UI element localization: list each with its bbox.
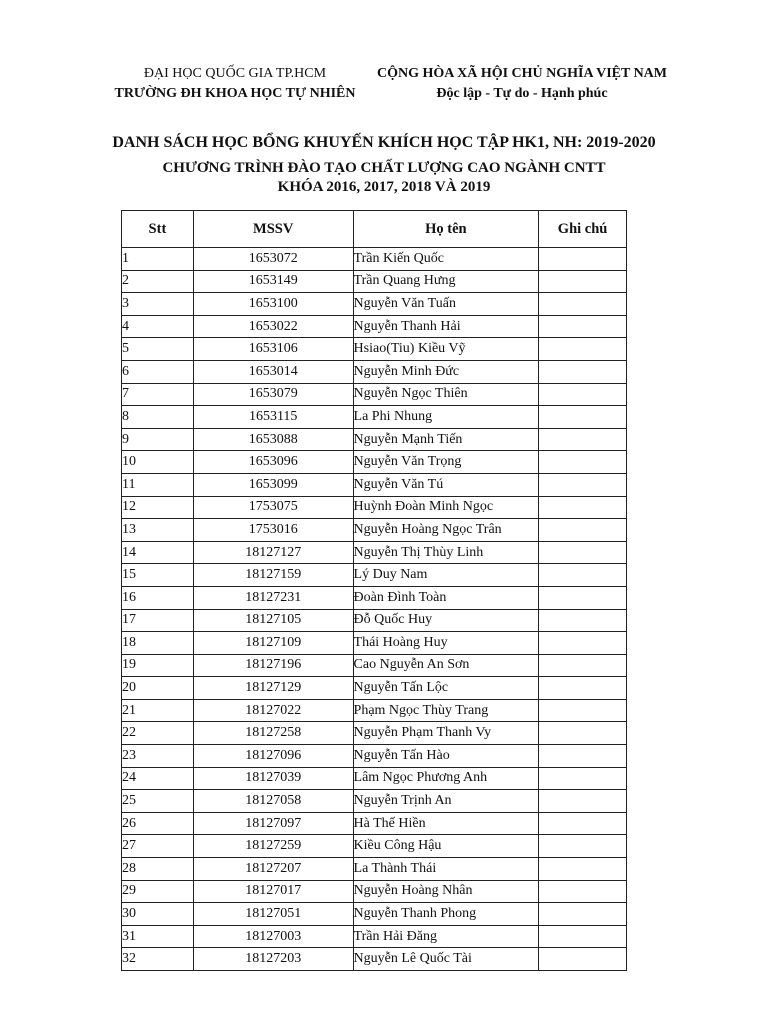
cell-name: Hsiao(Tiu) Kiều Vỹ xyxy=(353,338,539,361)
cell-name: Nguyễn Tấn Lộc xyxy=(353,677,539,700)
cell-note xyxy=(539,541,627,564)
cell-mssv: 1653099 xyxy=(193,473,353,496)
table-row xyxy=(122,745,627,768)
cell-name: Nguyễn Văn Tú xyxy=(353,473,539,496)
table-row xyxy=(122,609,627,632)
cell-note xyxy=(539,293,627,316)
university-name: ĐẠI HỌC QUỐC GIA TP.HCM xyxy=(143,66,327,81)
cell-stt: 1 xyxy=(122,248,194,271)
cell-name: Huỳnh Đoàn Minh Ngọc xyxy=(353,496,539,519)
cell-mssv: 1653072 xyxy=(193,248,353,271)
document-title: DANH SÁCH HỌC BỔNG KHUYẾN KHÍCH HỌC TẬP HK1, NH: 2019-2020 xyxy=(112,134,656,151)
table-row xyxy=(122,767,627,790)
cell-mssv: 18127058 xyxy=(193,790,353,813)
col-header-mssv: MSSV xyxy=(193,211,353,248)
cell-mssv: 18127159 xyxy=(193,564,353,587)
col-header-stt: Stt xyxy=(122,211,194,248)
cell-stt: 11 xyxy=(122,473,194,496)
table-row xyxy=(122,293,627,316)
cell-note xyxy=(539,812,627,835)
cell-stt: 14 xyxy=(122,541,194,564)
table-row xyxy=(122,790,627,813)
table-body xyxy=(122,248,627,971)
cell-stt: 24 xyxy=(122,767,194,790)
cell-mssv: 18127231 xyxy=(193,586,353,609)
cell-mssv: 1653079 xyxy=(193,383,353,406)
cell-mssv: 18127127 xyxy=(193,541,353,564)
cohort-subtitle: KHÓA 2016, 2017, 2018 VÀ 2019 xyxy=(277,179,491,195)
cell-name: Nguyễn Thị Thùy Linh xyxy=(353,541,539,564)
cell-stt: 15 xyxy=(122,564,194,587)
cell-mssv: 18127051 xyxy=(193,903,353,926)
cell-note xyxy=(539,858,627,881)
table-header-row xyxy=(122,211,627,248)
school-name: TRƯỜNG ĐH KHOA HỌC TỰ NHIÊN xyxy=(114,86,356,101)
cell-note xyxy=(539,609,627,632)
cell-stt: 22 xyxy=(122,722,194,745)
cell-stt: 31 xyxy=(122,925,194,948)
cell-stt: 8 xyxy=(122,406,194,429)
cell-note xyxy=(539,745,627,768)
cell-mssv: 1753075 xyxy=(193,496,353,519)
cell-stt: 16 xyxy=(122,586,194,609)
cell-stt: 30 xyxy=(122,903,194,926)
cell-stt: 3 xyxy=(122,293,194,316)
cell-name: Nguyễn Mạnh Tiến xyxy=(353,428,539,451)
cell-name: Nguyễn Tấn Hào xyxy=(353,745,539,768)
cell-note xyxy=(539,473,627,496)
cell-note xyxy=(539,360,627,383)
cell-name: La Phi Nhung xyxy=(353,406,539,429)
col-header-name: Họ tên xyxy=(353,211,539,248)
table-row xyxy=(122,677,627,700)
cell-name: Lâm Ngọc Phương Anh xyxy=(353,767,539,790)
cell-stt: 17 xyxy=(122,609,194,632)
cell-name: Nguyễn Ngọc Thiên xyxy=(353,383,539,406)
cell-stt: 26 xyxy=(122,812,194,835)
cell-stt: 32 xyxy=(122,948,194,971)
table-row xyxy=(122,632,627,655)
cell-stt: 25 xyxy=(122,790,194,813)
cell-name: Lý Duy Nam xyxy=(353,564,539,587)
cell-name: Nguyễn Văn Trọng xyxy=(353,451,539,474)
national-motto: Độc lập - Tự do - Hạnh phúc xyxy=(436,86,608,101)
cell-name: Nguyễn Văn Tuấn xyxy=(353,293,539,316)
cell-stt: 20 xyxy=(122,677,194,700)
cell-mssv: 1653100 xyxy=(193,293,353,316)
table-row xyxy=(122,835,627,858)
cell-note xyxy=(539,903,627,926)
cell-name: Thái Hoàng Huy xyxy=(353,632,539,655)
cell-note xyxy=(539,925,627,948)
cell-mssv: 18127258 xyxy=(193,722,353,745)
cell-stt: 21 xyxy=(122,699,194,722)
table-row xyxy=(122,315,627,338)
table-row xyxy=(122,428,627,451)
cell-name: Nguyễn Lê Quốc Tài xyxy=(353,948,539,971)
cell-mssv: 1653088 xyxy=(193,428,353,451)
cell-mssv: 18127039 xyxy=(193,767,353,790)
cell-mssv: 1653149 xyxy=(193,270,353,293)
table-row xyxy=(122,360,627,383)
table-row xyxy=(122,880,627,903)
program-subtitle: CHƯƠNG TRÌNH ĐÀO TẠO CHẤT LƯỢNG CAO NGÀNH CNTT xyxy=(162,160,606,176)
cell-note xyxy=(539,248,627,271)
scholarship-table xyxy=(121,210,627,971)
cell-mssv: 18127017 xyxy=(193,880,353,903)
cell-name: La Thành Thái xyxy=(353,858,539,881)
cell-mssv: 1653096 xyxy=(193,451,353,474)
cell-note xyxy=(539,835,627,858)
cell-name: Nguyễn Thanh Phong xyxy=(353,903,539,926)
cell-mssv: 18127207 xyxy=(193,858,353,881)
cell-note xyxy=(539,406,627,429)
cell-stt: 23 xyxy=(122,745,194,768)
cell-note xyxy=(539,519,627,542)
table-row xyxy=(122,383,627,406)
cell-mssv: 1753016 xyxy=(193,519,353,542)
table-row xyxy=(122,496,627,519)
cell-note xyxy=(539,654,627,677)
cell-note xyxy=(539,586,627,609)
cell-stt: 12 xyxy=(122,496,194,519)
cell-note xyxy=(539,270,627,293)
cell-name: Đỗ Quốc Huy xyxy=(353,609,539,632)
table-row xyxy=(122,451,627,474)
cell-note xyxy=(539,451,627,474)
cell-name: Nguyễn Hoàng Ngọc Trân xyxy=(353,519,539,542)
cell-note xyxy=(539,564,627,587)
table-row xyxy=(122,270,627,293)
cell-note xyxy=(539,699,627,722)
cell-note xyxy=(539,677,627,700)
cell-mssv: 1653014 xyxy=(193,360,353,383)
table-row xyxy=(122,812,627,835)
cell-note xyxy=(539,383,627,406)
cell-note xyxy=(539,496,627,519)
cell-note xyxy=(539,880,627,903)
col-header-note: Ghi chú xyxy=(539,211,627,248)
cell-stt: 2 xyxy=(122,270,194,293)
cell-note xyxy=(539,948,627,971)
cell-note xyxy=(539,790,627,813)
header-left xyxy=(82,64,388,104)
cell-mssv: 18127109 xyxy=(193,632,353,655)
cell-mssv: 18127105 xyxy=(193,609,353,632)
cell-stt: 9 xyxy=(122,428,194,451)
cell-name: Nguyễn Phạm Thanh Vy xyxy=(353,722,539,745)
cell-stt: 10 xyxy=(122,451,194,474)
table-row xyxy=(122,586,627,609)
cell-stt: 29 xyxy=(122,880,194,903)
cell-note xyxy=(539,722,627,745)
cell-mssv: 18127097 xyxy=(193,812,353,835)
table-row xyxy=(122,903,627,926)
cell-stt: 13 xyxy=(122,519,194,542)
table-row xyxy=(122,948,627,971)
cell-stt: 18 xyxy=(122,632,194,655)
cell-mssv: 18127259 xyxy=(193,835,353,858)
cell-name: Nguyễn Trịnh An xyxy=(353,790,539,813)
cell-name: Nguyễn Thanh Hải xyxy=(353,315,539,338)
cell-name: Đoàn Đình Toàn xyxy=(353,586,539,609)
cell-mssv: 18127003 xyxy=(193,925,353,948)
table-row xyxy=(122,248,627,271)
cell-mssv: 1653022 xyxy=(193,315,353,338)
cell-stt: 27 xyxy=(122,835,194,858)
cell-stt: 5 xyxy=(122,338,194,361)
table-row xyxy=(122,338,627,361)
cell-stt: 4 xyxy=(122,315,194,338)
cell-mssv: 18127022 xyxy=(193,699,353,722)
cell-name: Trần Hải Đăng xyxy=(353,925,539,948)
table-row xyxy=(122,519,627,542)
national-title: CỘNG HÒA XÃ HỘI CHỦ NGHĨA VIỆT NAM xyxy=(376,66,667,81)
cell-name: Kiều Công Hậu xyxy=(353,835,539,858)
table-row xyxy=(122,564,627,587)
table-row xyxy=(122,699,627,722)
table-row xyxy=(122,858,627,881)
cell-stt: 19 xyxy=(122,654,194,677)
cell-note xyxy=(539,338,627,361)
table-row xyxy=(122,722,627,745)
cell-name: Nguyễn Minh Đức xyxy=(353,360,539,383)
cell-name: Trần Kiến Quốc xyxy=(353,248,539,271)
cell-name: Cao Nguyễn An Sơn xyxy=(353,654,539,677)
table-row xyxy=(122,654,627,677)
cell-name: Trần Quang Hưng xyxy=(353,270,539,293)
table-row xyxy=(122,406,627,429)
table-row xyxy=(122,925,627,948)
cell-note xyxy=(539,428,627,451)
cell-mssv: 18127096 xyxy=(193,745,353,768)
cell-mssv: 18127196 xyxy=(193,654,353,677)
table-row xyxy=(122,473,627,496)
cell-mssv: 18127203 xyxy=(193,948,353,971)
cell-name: Hà Thế Hiền xyxy=(353,812,539,835)
cell-mssv: 18127129 xyxy=(193,677,353,700)
cell-note xyxy=(539,632,627,655)
cell-stt: 7 xyxy=(122,383,194,406)
table-row xyxy=(122,541,627,564)
cell-name: Nguyễn Hoàng Nhân xyxy=(353,880,539,903)
cell-name: Phạm Ngọc Thùy Trang xyxy=(353,699,539,722)
header-right xyxy=(372,64,672,104)
cell-stt: 6 xyxy=(122,360,194,383)
cell-stt: 28 xyxy=(122,858,194,881)
cell-note xyxy=(539,315,627,338)
cell-mssv: 1653106 xyxy=(193,338,353,361)
cell-note xyxy=(539,767,627,790)
cell-mssv: 1653115 xyxy=(193,406,353,429)
